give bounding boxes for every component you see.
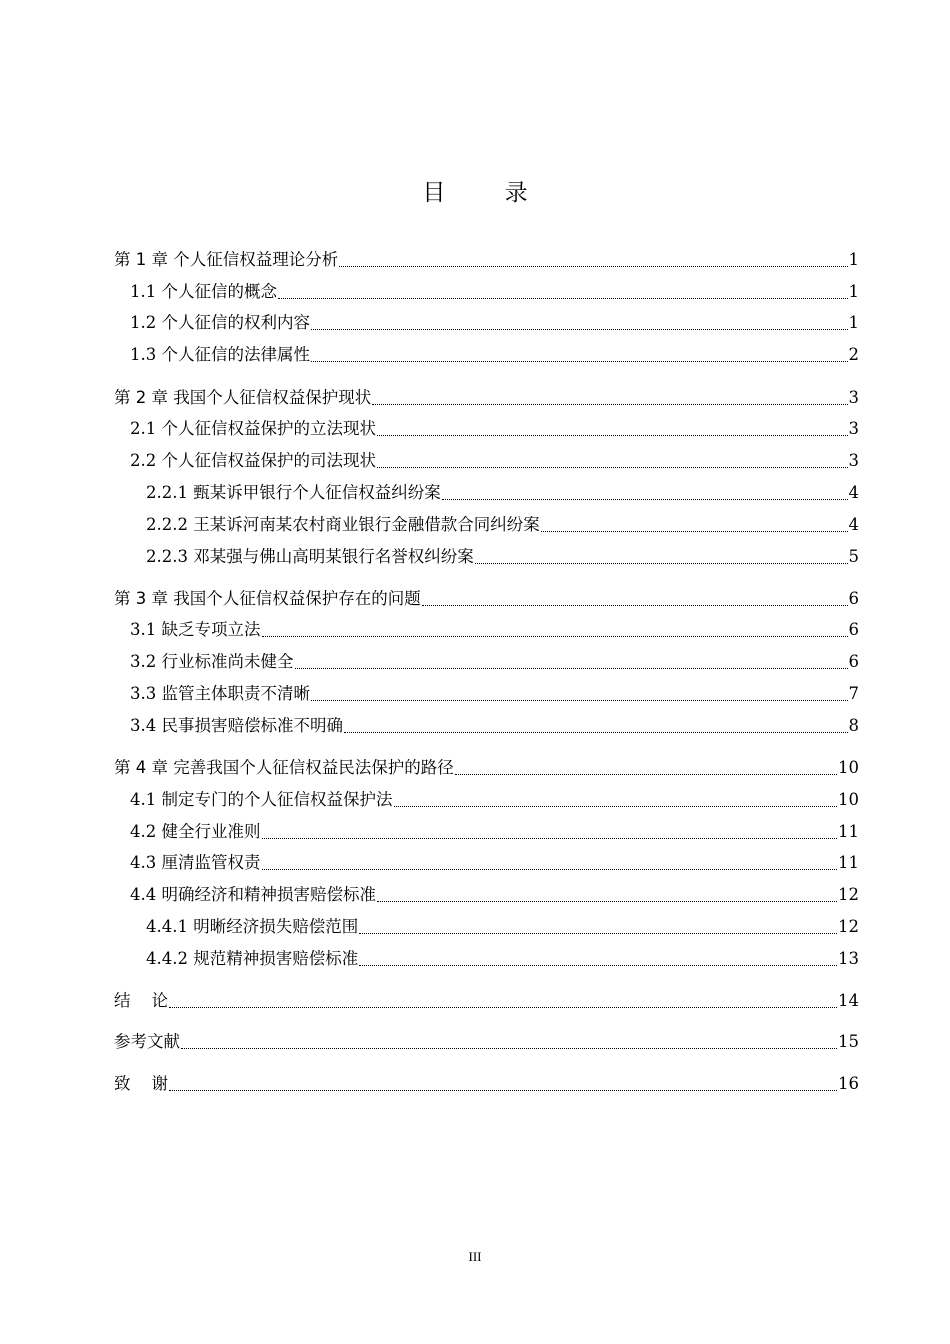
toc-entry-label: 结 论 <box>114 991 168 1010</box>
toc-entry-label: 致 谢 <box>114 1074 168 1093</box>
dot-leader <box>475 563 848 564</box>
toc-title: 目 录 <box>422 180 554 206</box>
toc-entry-4-2[interactable] <box>130 820 859 844</box>
toc-entry-references[interactable] <box>114 1030 859 1054</box>
toc-entry-label: 3.2 行业标准尚未健全 <box>130 652 294 671</box>
toc-entry-1-1[interactable] <box>130 280 859 304</box>
toc-page-number: 6 <box>848 620 859 639</box>
dot-leader <box>262 869 838 870</box>
dot-leader <box>455 774 837 775</box>
toc-entry-label: 3.1 缺乏专项立法 <box>130 620 261 639</box>
dot-leader <box>181 1048 837 1049</box>
toc-entry-label: 1.3 个人征信的法律属性 <box>130 345 310 364</box>
toc-entry-3-3[interactable] <box>130 682 859 706</box>
toc-page-number: 12 <box>838 917 859 936</box>
dot-leader <box>169 1090 837 1091</box>
dot-leader <box>359 965 837 966</box>
toc-entry-label: 参考文献 <box>114 1032 180 1051</box>
toc-page-number: 10 <box>838 758 859 777</box>
toc-entry-label: 4.3 厘清监管权责 <box>130 853 261 872</box>
toc-entry-label: 4.4.2 规范精神损害赔偿标准 <box>146 949 359 968</box>
toc-entry-2-2-1[interactable] <box>146 481 859 505</box>
toc-entry-label: 第 2 章 我国个人征信权益保护现状 <box>114 388 372 407</box>
toc-entry-label: 4.1 制定专门的个人征信权益保护法 <box>130 790 393 809</box>
toc-page-number: 16 <box>838 1074 859 1093</box>
toc-entry-3-2[interactable] <box>130 650 859 674</box>
toc-entry-label: 3.4 民事损害赔偿标准不明确 <box>130 716 343 735</box>
toc-entry-4-4[interactable] <box>130 883 859 907</box>
dot-leader <box>311 329 848 330</box>
toc-entry-1-3[interactable] <box>130 343 859 367</box>
dot-leader <box>278 298 848 299</box>
toc-page-number: 15 <box>838 1032 859 1051</box>
toc-entry-chapter-2[interactable] <box>114 386 859 410</box>
toc-entry-label: 1.1 个人征信的概念 <box>130 282 277 301</box>
toc-entry-2-2-3[interactable] <box>146 545 859 569</box>
toc-entry-label: 1.2 个人征信的权利内容 <box>130 313 310 332</box>
toc-entry-chapter-4[interactable] <box>114 756 859 780</box>
toc-entry-chapter-1[interactable] <box>114 248 859 272</box>
toc-entry-4-1[interactable] <box>130 788 859 812</box>
toc-entry-4-3[interactable] <box>130 851 859 875</box>
dot-leader <box>541 531 848 532</box>
toc-page-number: 7 <box>848 684 859 703</box>
toc-entry-label: 4.4.1 明晰经济损失赔偿范围 <box>146 917 359 936</box>
toc-page-number: 4 <box>848 483 859 502</box>
toc-entry-label: 4.4 明确经济和精神损害赔偿标准 <box>130 885 376 904</box>
toc-page-number: 1 <box>848 250 859 269</box>
toc-entry-label: 2.2.1 甄某诉甲银行个人征信权益纠纷案 <box>146 483 441 502</box>
dot-leader <box>377 435 848 436</box>
dot-leader <box>311 700 848 701</box>
dot-leader <box>422 605 848 606</box>
toc-entry-4-4-1[interactable] <box>146 915 859 939</box>
toc-entry-label: 第 1 章 个人征信权益理论分析 <box>114 250 339 269</box>
toc-entry-label: 2.1 个人征信权益保护的立法现状 <box>130 419 376 438</box>
toc-page-number: 11 <box>838 822 859 841</box>
toc-entry-1-2[interactable] <box>130 311 859 335</box>
toc-entry-3-4[interactable] <box>130 714 859 738</box>
toc-entry-label: 2.2 个人征信权益保护的司法现状 <box>130 451 376 470</box>
toc-page-number: 8 <box>848 716 859 735</box>
dot-leader <box>262 636 848 637</box>
toc-entry-label: 4.2 健全行业准则 <box>130 822 261 841</box>
toc-page-number: 2 <box>848 345 859 364</box>
dot-leader <box>344 732 848 733</box>
dot-leader <box>169 1007 837 1008</box>
toc-page-number: 6 <box>848 652 859 671</box>
dot-leader <box>339 266 847 267</box>
toc-entry-chapter-3[interactable] <box>114 587 859 611</box>
toc-page-number: 3 <box>848 451 859 470</box>
toc-entry-2-2-2[interactable] <box>146 513 859 537</box>
dot-leader <box>262 838 838 839</box>
dot-leader <box>377 467 848 468</box>
toc-entry-2-2[interactable] <box>130 449 859 473</box>
toc-page-number: 13 <box>838 949 859 968</box>
dot-leader <box>359 933 837 934</box>
toc-entry-4-4-2[interactable] <box>146 947 859 971</box>
toc-page-number: 12 <box>838 885 859 904</box>
dot-leader <box>295 668 848 669</box>
toc-page-number: 10 <box>838 790 859 809</box>
toc-page-number: 11 <box>838 853 859 872</box>
toc-entry-acknowledgements[interactable] <box>114 1072 859 1096</box>
toc-entry-label: 第 4 章 完善我国个人征信权益民法保护的路径 <box>114 758 454 777</box>
toc-entry-label: 第 3 章 我国个人征信权益保护存在的问题 <box>114 589 421 608</box>
toc-page-number: 5 <box>848 547 859 566</box>
toc-entry-2-1[interactable] <box>130 417 859 441</box>
dot-leader <box>442 499 848 500</box>
dot-leader <box>394 806 838 807</box>
page-number-footer: III <box>468 1249 482 1264</box>
toc-entry-conclusion[interactable] <box>114 989 859 1013</box>
toc-page-number: 6 <box>848 589 859 608</box>
toc-entry-3-1[interactable] <box>130 618 859 642</box>
toc-entry-label: 3.3 监管主体职责不清晰 <box>130 684 310 703</box>
toc-page-number: 1 <box>848 282 859 301</box>
toc-page-number: 14 <box>838 991 859 1010</box>
toc-page-number: 3 <box>848 419 859 438</box>
toc-page-number: 4 <box>848 515 859 534</box>
toc-page-number: 1 <box>848 313 859 332</box>
toc-entry-label: 2.2.3 邓某强与佛山高明某银行名誉权纠纷案 <box>146 547 474 566</box>
toc-entry-label: 2.2.2 王某诉河南某农村商业银行金融借款合同纠纷案 <box>146 515 540 534</box>
dot-leader <box>311 361 848 362</box>
dot-leader <box>372 404 847 405</box>
dot-leader <box>377 901 837 902</box>
toc-page-number: 3 <box>848 388 859 407</box>
